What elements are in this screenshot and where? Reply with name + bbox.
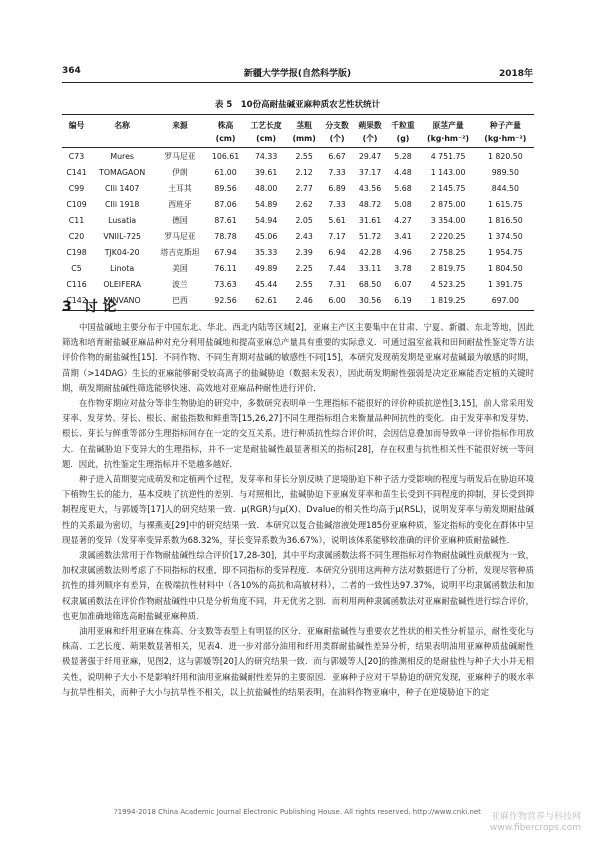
column-unit: (kg·hm⁻²) <box>477 132 534 148</box>
column-unit: (g) <box>387 132 420 148</box>
table-cell: TJK04-20 <box>104 247 140 257</box>
copyright-footer: ?1994-2018 China Academic Journal Electronic Publishing House. All rights reserved. http://www.cnki.net <box>114 808 481 816</box>
table-cell: 5.68 <box>394 183 412 193</box>
table-row <box>62 276 534 292</box>
table-cell: 2.62 <box>295 199 313 209</box>
table-cell: 5.61 <box>328 215 346 225</box>
table-cell: C116 <box>66 279 87 289</box>
table-cell: 4.48 <box>394 167 412 177</box>
table-cell: 5.08 <box>394 199 412 209</box>
table-cell: C142 <box>62 292 91 311</box>
column-unit: (mm) <box>288 132 321 148</box>
table-cell: C99 <box>68 183 85 193</box>
table-cell: OLEIFERA <box>103 279 141 289</box>
column-unit <box>153 132 206 148</box>
column-header: 原茎产量 <box>419 115 476 133</box>
table-cell: 美国 <box>172 263 188 273</box>
table-row <box>62 260 534 276</box>
table-row <box>62 180 534 196</box>
table-cell: 33.11 <box>358 263 382 273</box>
table-cell: 92.56 <box>207 292 245 311</box>
table-cell: 37.17 <box>358 167 382 177</box>
paragraph: 在作物芽期应对盐分等非生物胁迫的研究中，多数研究表明单一生理指标不能很好的评价种质抗逆性[3,15]，前人常采用发芽率、发芽势、芽长、根长、耐盐指数和鲜重等[15,26,27]不同生理指标组合来衡量品种间抗性的变化．由于发芽率和发芽势、根长、芽长与鲜重等部分生理指标间存在一定的交互关系，进行种质抗性综合评价时，会因信息叠加而导致单一评价指标作用放大．在盐碱胁迫下变异大的生理指标，并不一定是耐盐碱性最显著相关的指标[28]，存在权重与抗性相关性不能很好统一等问题．因此，抗性鉴定生理指标并不是越多越好． <box>62 398 534 469</box>
table-cell: CIli 1918 <box>104 199 140 209</box>
table-cell: 67.94 <box>214 247 237 257</box>
table-row <box>62 212 534 228</box>
table-cell: 48.00 <box>254 183 278 193</box>
table-cell: 4 751.75 <box>430 151 466 161</box>
table-cell: 87.61 <box>214 215 237 225</box>
paragraph: 油用亚麻和纤用亚麻在株高、分支数等表型上有明显的区分．亚麻耐盐碱性与重要农艺性状的相关性分析显示，耐性变化与株高、工艺长度、蒴果数显著相关，见表4．进一步对部分油用和纤用类群耐盐碱性差异分析，结果表明油用亚麻种质盐碱耐性极显著强于纤用亚麻，见图2，这与郭媛等[20]人的研究结果一致．而与郭媛等人[20]的推测相反的是耐盐性与种子大小并无相关性，说明种子大小不是影响纤用和油用亚麻盐碱耐性差异的主要原因．亚麻种子应对干旱胁迫的研究发现，亚麻种子的吸水率与抗旱性相关，而种子大小与抗旱性不相关，以上抗盐碱性的结果表明，在油料作物亚麻中，种子在逆境胁迫下的定 <box>62 626 534 697</box>
column-header: 来源 <box>153 115 206 133</box>
table-row <box>62 244 534 260</box>
table-cell: 1 816.50 <box>487 215 523 225</box>
table-cell: 6.67 <box>328 151 346 161</box>
table-cell: 1 374.50 <box>487 231 523 241</box>
table-cell: 土耳其 <box>168 183 192 193</box>
agronomic-traits-table <box>62 114 534 311</box>
section-heading <box>62 296 117 316</box>
header-rule <box>62 82 533 83</box>
table-cell: 5.28 <box>394 151 412 161</box>
table-cell: CIli 1407 <box>104 183 140 193</box>
watermark-line: 亚麻作物营养与科技网 <box>490 812 581 822</box>
column-unit: (cm) <box>207 132 245 148</box>
table-cell: 89.56 <box>214 183 237 193</box>
table-row <box>62 196 534 212</box>
table-cell: 伊朗 <box>172 167 188 177</box>
table-cell: 51.72 <box>358 231 382 241</box>
table-cell: 巴西 <box>153 292 206 311</box>
table-cell: 2.77 <box>295 183 313 193</box>
table-cell: 2 875.00 <box>430 199 466 209</box>
table-unit-row <box>62 132 534 148</box>
column-header: 分支数 <box>321 115 354 133</box>
table-cell: 7.17 <box>328 231 346 241</box>
table-cell: 74.33 <box>254 151 278 161</box>
table-cell: 54.89 <box>254 199 278 209</box>
table-cell: 48.72 <box>358 199 382 209</box>
table-cell: 2 819.75 <box>430 263 466 273</box>
table-cell: 989.50 <box>491 167 519 177</box>
table-cell: C109 <box>66 199 87 209</box>
discussion-body <box>62 320 534 700</box>
table-cell: Linota <box>110 263 135 273</box>
table-cell: 43.56 <box>358 183 382 193</box>
table-cell: 7.31 <box>328 279 346 289</box>
table-cell: 2 758.25 <box>430 247 466 257</box>
table-cell: 2.46 <box>288 292 321 311</box>
table-cell: 德国 <box>172 215 188 225</box>
table-cell: 罗马尼亚 <box>164 151 196 161</box>
table-cell: 68.50 <box>358 279 382 289</box>
table-cell: 54.94 <box>254 215 278 225</box>
paragraph: 种子进入苗期要完成萌发和定植两个过程，发芽率和芽长分别反映了逆境胁迫下种子活力受影响的程度与萌发后在胁迫环境下植物生长的能力，基本反映了抗逆性的差别．与对照相比，盐碱胁迫下亚麻发芽率和苗生长受到不同程度的抑制，芽长受到抑制程度更大，与郭媛等[17]人的研究结果一致．μ(RGR)与μ(X)、Dvalue的相关性均高于μ(RSL)，说明发芽率与萌发期耐盐碱性的关系最为密切，与裸燕麦[29]中的研究结果一致．本研究以复合盐碱溶液处理185份亚麻种质，鉴定指标的变化在群体中呈现显著的变异（发芽率变异系数为68.32%，芽长变异系数为36.67%），说明该体系能够较准确的评价亚麻种质耐盐碱性． <box>62 474 534 545</box>
table-cell: 35.33 <box>254 247 278 257</box>
table-cell: 106.61 <box>211 151 240 161</box>
table-cell: 2.05 <box>295 215 313 225</box>
table-cell: 1 954.75 <box>487 247 523 257</box>
table-caption: 表 5 10份高耐盐碱亚麻种质农艺性状统计 <box>214 100 381 110</box>
section-number: 3 <box>62 299 72 315</box>
running-header <box>62 66 533 80</box>
table-cell: 39.61 <box>254 167 278 177</box>
table-cell: TOMAGAON <box>99 167 146 177</box>
table-cell: 49.89 <box>254 263 278 273</box>
table-cell: VNIIL-725 <box>103 231 141 241</box>
column-unit: (个) <box>354 132 387 148</box>
table-cell: 4.27 <box>394 215 412 225</box>
section-title: 讨 论 <box>83 299 117 315</box>
table-cell: 2.43 <box>295 231 313 241</box>
column-unit <box>91 132 153 148</box>
column-header: 工艺长度 <box>245 115 288 133</box>
table-cell: 2.55 <box>295 151 313 161</box>
table-cell: C198 <box>66 247 87 257</box>
journal-title: 新疆大学学报(自然科学版) <box>243 69 352 79</box>
table-cell: C5 <box>71 263 82 273</box>
table-cell: C20 <box>68 231 85 241</box>
table-cell: 7.44 <box>328 263 346 273</box>
table-cell: 1 804.50 <box>487 263 523 273</box>
table-cell: 73.63 <box>214 279 237 289</box>
table-cell: 1 819.25 <box>419 292 476 311</box>
table-cell: 罗马尼亚 <box>164 231 196 241</box>
table-row <box>62 148 534 165</box>
table-cell: MINVANO <box>91 292 153 311</box>
table-cell: 45.44 <box>254 279 278 289</box>
table-cell: 6.00 <box>321 292 354 311</box>
table-cell: C73 <box>68 151 85 161</box>
table-cell: 45.06 <box>254 231 278 241</box>
paragraph: 隶属函数法常用于作物耐盐碱性综合评价[17,28-30]，其中平均隶属函数法将不同生理指标对作物耐盐碱性贡献视为一致，加权隶属函数法则考虑了不同指标的权重，即不同指标的变异程度．本研究分别用这两种方法对数据进行了分析，发现尽管种质抗性的排列顺序有差异，在极端抗性材料中（各10%的高抗和高敏材料），二者的一致性达97.37%，说明平均隶属函数法和加权隶属函数法在评价作物耐盐碱性中只是分析角度不同，并无优劣之别．而利用两种隶属函数法对亚麻耐盐碱性进行综合评价，也更加准确地筛选高耐盐碱亚麻种质． <box>62 550 534 621</box>
table-cell: 6.07 <box>394 279 412 289</box>
table-row <box>62 228 534 244</box>
table-cell: C11 <box>68 215 85 225</box>
table-cell: 西班牙 <box>168 199 192 209</box>
table-cell: Mures <box>110 151 134 161</box>
table-cell: 2 220.25 <box>430 231 466 241</box>
table-cell: 塔吉克斯坦 <box>160 247 200 257</box>
table-cell: 6.19 <box>387 292 420 311</box>
table-cell: 31.61 <box>358 215 382 225</box>
table-cell: 42.28 <box>358 247 382 257</box>
table-cell: 2.12 <box>295 167 313 177</box>
table-cell: 3.41 <box>394 231 412 241</box>
column-unit: (cm) <box>245 132 288 148</box>
table-cell: 波兰 <box>172 279 188 289</box>
table-cell: 2.39 <box>295 247 313 257</box>
table-cell: 1 143.00 <box>430 167 466 177</box>
table-cell: 2.55 <box>295 279 313 289</box>
column-unit <box>62 132 91 148</box>
table-cell: 4.96 <box>394 247 412 257</box>
table-cell: 697.00 <box>477 292 534 311</box>
table-cell: 6.89 <box>328 183 346 193</box>
table-cell: 6.94 <box>328 247 346 257</box>
table-cell: 1 820.50 <box>487 151 523 161</box>
column-unit: (kg·hm⁻²) <box>419 132 476 148</box>
table-cell: 3.78 <box>394 263 412 273</box>
table-cell: 2.25 <box>295 263 313 273</box>
paragraph: 中国盐碱地主要分布于中国东北、华北、西北内陆等区域[2]，亚麻主产区主要集中在甘肃、宁夏、新疆、东北等地，因此筛选和培育耐盐碱亚麻品种对充分利用盐碱地和提高亚麻总产量具有重要的实际意义．可通过温室盆栽和田间耐盐性鉴定等方法评价作物的耐盐碱性[15]．不同作物、不同生育期对盐碱的敏感性不同[15]，本研究发现萌发期是亚麻对盐碱最为敏感的时期，苗期（>14DAG）生长的亚麻能够耐受较高离子的盐碱胁迫（数据未发表），因此萌发期耐性强弱是决定亚麻能否定植的关键时期，萌发期耐盐碱性筛选能够快速、高效地对亚麻品种耐性进行评价． <box>62 322 534 393</box>
watermark-line: www.fibercrops.com <box>490 823 581 833</box>
table-cell: 30.56 <box>354 292 387 311</box>
table-cell: 78.78 <box>214 231 237 241</box>
table-cell: 844.50 <box>491 183 519 193</box>
page-number: 364 <box>62 66 81 76</box>
table-cell: 62.61 <box>245 292 288 311</box>
table-cell: 87.06 <box>214 199 237 209</box>
column-header: 茎粗 <box>288 115 321 133</box>
table-row <box>62 164 534 180</box>
table-header-row <box>62 115 534 133</box>
table-cell: C141 <box>66 167 87 177</box>
table-cell: 4 523.25 <box>430 279 466 289</box>
watermark <box>490 812 581 834</box>
table-cell: 1 391.75 <box>487 279 523 289</box>
table-cell: 7.33 <box>328 199 346 209</box>
table-cell: 3 354.00 <box>430 215 466 225</box>
table-cell: 61.00 <box>214 167 237 177</box>
issue-year: 2018年 <box>498 69 533 79</box>
column-header: 株高 <box>207 115 245 133</box>
column-header: 蒴果数 <box>354 115 387 133</box>
table-cell: 76.11 <box>214 263 237 273</box>
column-header: 千粒重 <box>387 115 420 133</box>
table-cell: 29.47 <box>358 151 382 161</box>
table-body <box>62 148 534 311</box>
table-cell: 2 145.75 <box>430 183 466 193</box>
table-row <box>62 292 534 311</box>
column-header: 名称 <box>91 115 153 133</box>
table-cell: 1 615.75 <box>487 199 523 209</box>
column-unit: (个) <box>321 132 354 148</box>
column-header: 种子产量 <box>477 115 534 133</box>
table-cell: 7.33 <box>328 167 346 177</box>
table-cell: Lusatia <box>108 215 137 225</box>
column-header: 编号 <box>62 115 91 133</box>
